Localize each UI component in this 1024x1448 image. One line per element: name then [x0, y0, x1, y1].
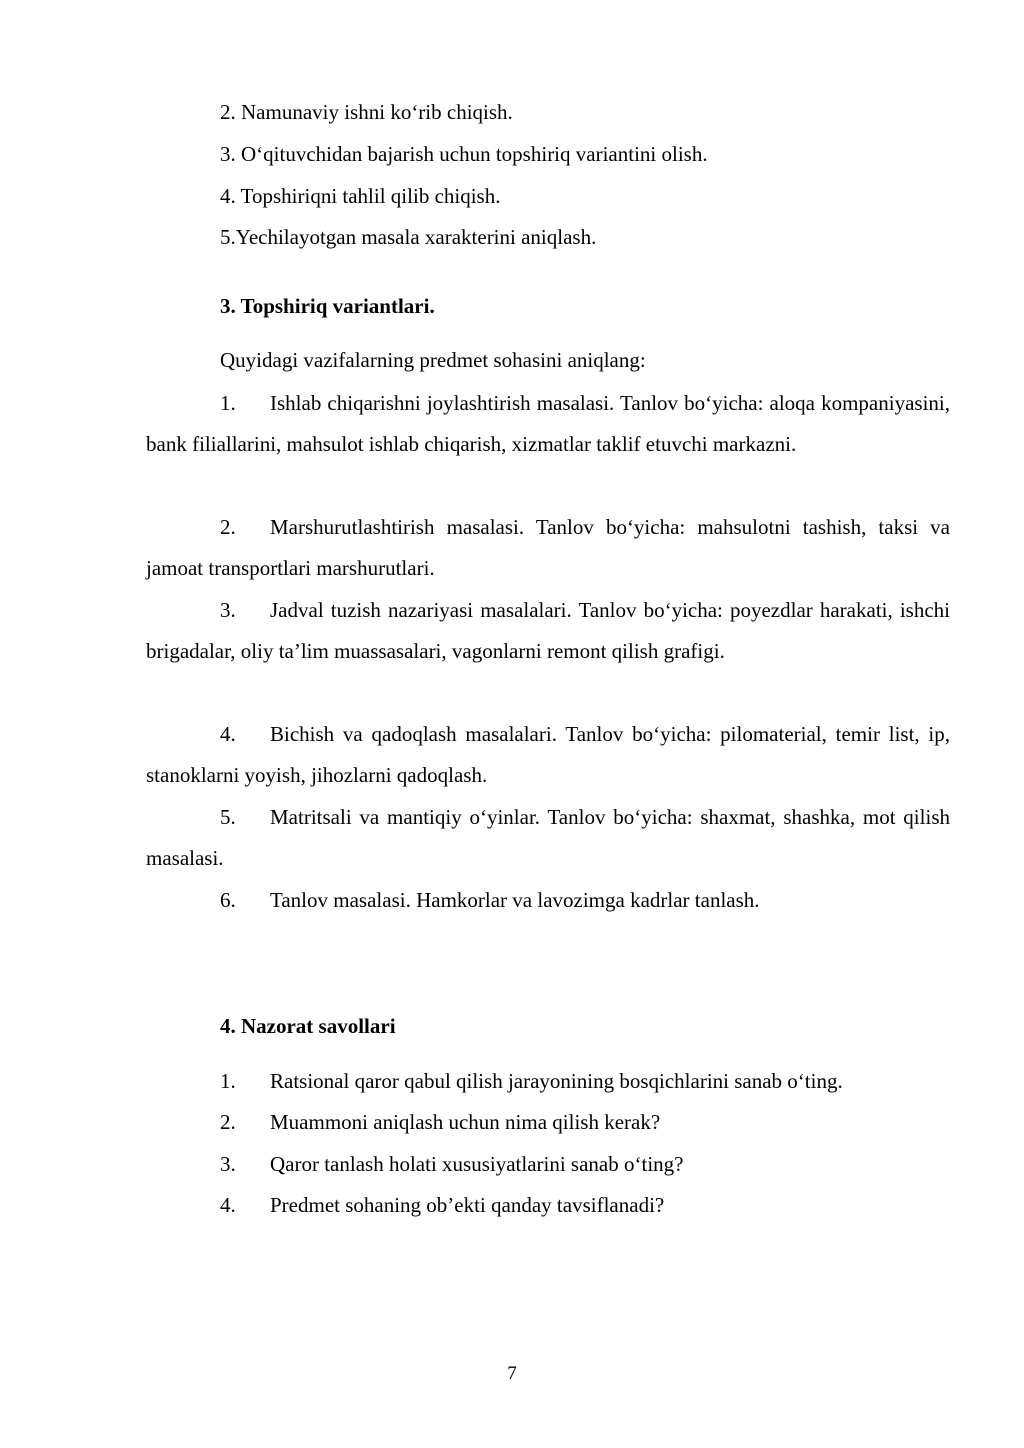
question-text: Predmet sohaning ob’ekti qanday tavsiflanadi? — [270, 1193, 665, 1217]
step-item: 5.Yechilayotgan masala xarakterini aniqlash. — [220, 225, 597, 249]
variant-item — [146, 714, 950, 796]
variant-item — [146, 507, 950, 589]
step-item: 2. Namunaviy ishni ko‘rib chiqish. — [220, 100, 513, 124]
question-text: Ratsional qaror qabul qilish jarayonining bosqichlarini sanab o‘ting. — [270, 1069, 843, 1093]
variant-number: 3. — [220, 598, 236, 622]
variant-item — [146, 590, 950, 672]
variant-number: 4. — [220, 722, 236, 746]
question-number: 2. — [220, 1110, 236, 1134]
variant-item — [146, 797, 950, 879]
variant-number: 2. — [220, 515, 236, 539]
section-heading: 3. Topshiriq variantlari. — [220, 294, 435, 318]
question-item — [220, 1108, 660, 1136]
question-text: Muammoni aniqlash uchun nima qilish kerak? — [270, 1110, 661, 1134]
question-number: 1. — [220, 1069, 236, 1093]
step-item: 3. O‘qituvchidan bajarish uchun topshiriq variantini olish. — [220, 142, 708, 166]
question-item — [220, 1067, 843, 1095]
question-item — [220, 1191, 664, 1219]
question-number: 3. — [220, 1152, 236, 1176]
variant-text: Tanlov masalasi. Hamkorlar va lavozimga kadrlar tanlash. — [270, 888, 760, 912]
page-number: 7 — [507, 1363, 517, 1384]
section-heading: 4. Nazorat savollari — [220, 1014, 396, 1038]
variant-item — [146, 383, 950, 465]
step-item: 4. Topshiriqni tahlil qilib chiqish. — [220, 184, 501, 208]
variant-text: Bichish va qadoqlash masalalari. Tanlov bo‘yicha: pilomaterial, temir list, ip, stanoklarni yoyish, jihozlarni qadoqlash. — [146, 722, 950, 787]
question-number: 4. — [220, 1193, 236, 1217]
question-text: Qaror tanlash holati xususiyatlarini sanab o‘ting? — [270, 1152, 684, 1176]
variant-text: Matritsali va mantiqiy o‘yinlar. Tanlov bo‘yicha: shaxmat, shashka, mot qilish masalasi. — [146, 805, 950, 870]
variant-text: Marshurutlashtirish masalasi. Tanlov bo‘yicha: mahsulotni tashish, taksi va jamoat transportlari marshurutlari. — [146, 515, 950, 580]
variant-number: 5. — [220, 805, 236, 829]
section-intro: Quyidagi vazifalarning predmet sohasini aniqlang: — [220, 348, 646, 372]
variant-number: 1. — [220, 391, 236, 415]
variant-text: Ishlab chiqarishni joylashtirish masalasi. Tanlov bo‘yicha: aloqa kompaniyasini, bank filiallarini, mahsulot ishlab chiqarish, xizmatlar taklif etuvchi markazni. — [146, 391, 950, 456]
variant-text: Jadval tuzish nazariyasi masalalari. Tanlov bo‘yicha: poyezdlar harakati, ishchi brigadalar, oliy ta’lim muassasalari, vagonlarni remont qilish grafigi. — [146, 598, 950, 663]
question-item — [220, 1150, 683, 1178]
variant-number: 6. — [220, 888, 236, 912]
variant-item — [146, 880, 950, 921]
